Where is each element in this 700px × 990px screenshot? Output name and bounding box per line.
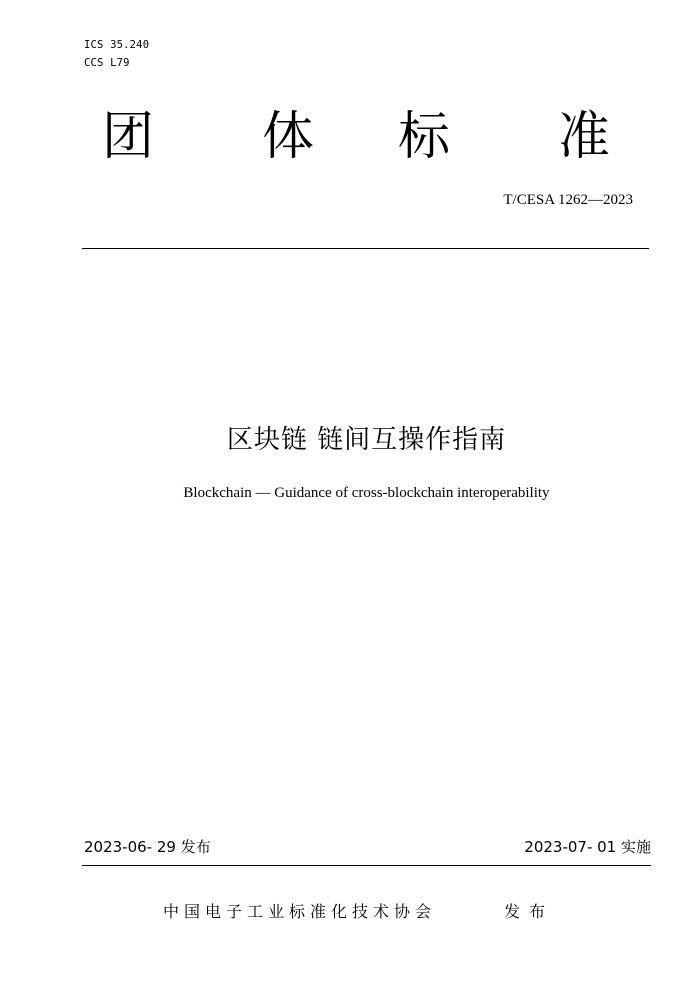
ics-code: ICS 35.240	[84, 39, 150, 51]
implement-date: 2023-07- 01 实施	[524, 838, 651, 856]
issuer-action: 发布	[504, 902, 555, 921]
ccs-code: CCS L79	[84, 57, 130, 69]
standard-number: T/CESA 1262—2023	[503, 192, 633, 208]
classification-codes	[84, 36, 149, 72]
issuer-name: 中国电子工业标准化技术协会	[163, 902, 437, 921]
category-char: 团	[102, 107, 155, 167]
category-char: 体	[262, 107, 315, 167]
document-category	[88, 102, 648, 172]
publish-date: 2023-06- 29 发布	[84, 838, 211, 856]
category-char: 标	[398, 107, 451, 167]
top-divider	[82, 248, 649, 249]
category-char: 准	[558, 107, 611, 167]
title-english: Blockchain — Guidance of cross-blockchain interoperability	[183, 485, 550, 501]
title-chinese: 区块链 链间互操作指南	[226, 425, 507, 455]
bottom-divider	[82, 865, 651, 866]
